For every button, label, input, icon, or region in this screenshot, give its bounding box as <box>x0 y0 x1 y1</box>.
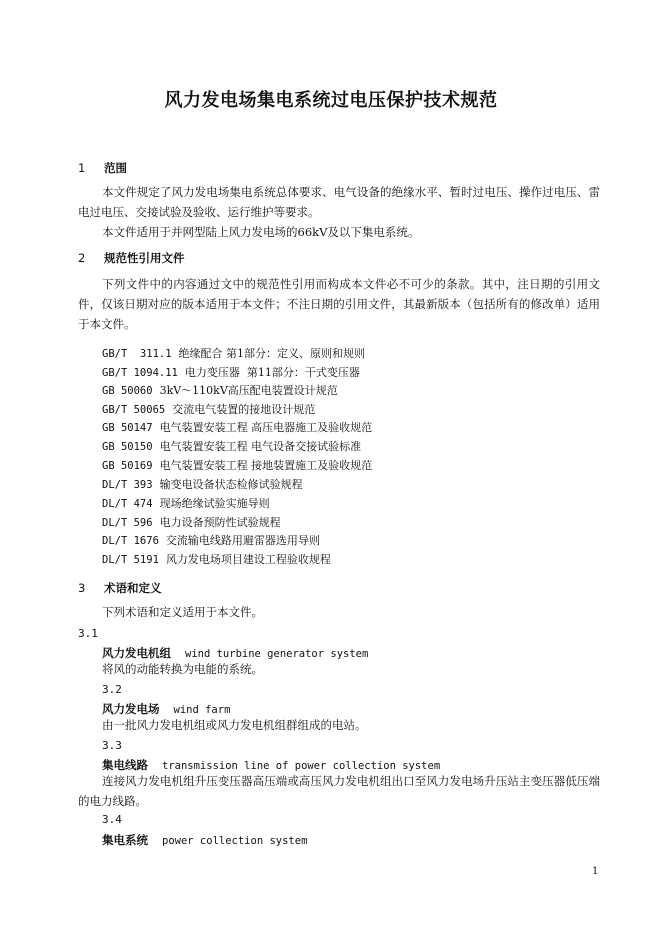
reference-code: GB/T 1094.11 <box>102 367 178 379</box>
reference-title: 现场绝缘试验实施导则 <box>159 497 270 510</box>
reference-title: 输变电设备状态检修试验规程 <box>159 478 303 491</box>
term-english: transmission line of power collection system <box>162 760 441 772</box>
term-definition: 由一批风力发电机组或风力发电机组群组成的电站。 <box>102 718 367 732</box>
term-chinese: 集电系统 <box>102 833 148 847</box>
section-heading-normative-references <box>78 250 185 266</box>
reference-item <box>102 438 361 454</box>
section-heading-scope <box>78 160 127 176</box>
section-title: 范围 <box>104 161 127 175</box>
section-number: 1 <box>78 161 86 175</box>
reference-item <box>102 419 372 435</box>
reference-item <box>102 514 281 530</box>
terms-intro-paragraph: 下列术语和定义适用于本文件。 <box>102 605 263 619</box>
term-english: power collection system <box>162 835 308 847</box>
section-number: 3 <box>78 581 86 595</box>
term-definition: 连接风力发电机组升压变压器高压端或高压风力发电机组出口至风力发电场升压站主变压器低压端的电力线路。 <box>78 774 600 808</box>
document-title: 风力发电场集电系统过电压保护技术规范 <box>164 90 498 111</box>
reference-title: 3kV～110kV高压配电装置设计规范 <box>159 384 338 397</box>
reference-title: 电气装置安装工程 电气设备交接试验标准 <box>159 440 362 453</box>
reference-item <box>102 476 303 492</box>
reference-code: DL/T 5191 <box>102 554 159 566</box>
term-chinese: 集电线路 <box>102 758 148 772</box>
reference-title: 电气装置安装工程 接地装置施工及验收规范 <box>159 459 373 472</box>
reference-item <box>102 551 331 567</box>
reference-title: 电力设备预防性试验规程 <box>159 516 281 529</box>
page-number: 1 <box>592 866 599 877</box>
term-number: 3.2 <box>102 683 122 696</box>
section-title: 术语和定义 <box>104 581 162 595</box>
reference-title: 绝缘配合 第1部分：定义、原则和规则 <box>178 347 366 360</box>
reference-code: GB 50169 <box>102 460 153 472</box>
reference-code: DL/T 474 <box>102 498 153 510</box>
reference-code: GB/T 311.1 <box>102 348 172 360</box>
reference-item <box>102 401 315 417</box>
scope-paragraph: 本文件适用于并网型陆上风力发电场的66kV及以下集电系统。 <box>102 225 420 239</box>
reference-item <box>102 457 372 473</box>
term-english: wind turbine generator system <box>185 648 369 660</box>
term-number: 3.1 <box>78 627 98 640</box>
term-english: wind farm <box>173 704 231 716</box>
term-definition: 将风的动能转换为电能的系统。 <box>102 662 263 676</box>
term-number: 3.3 <box>102 739 122 752</box>
term-chinese: 风力发电场 <box>102 702 160 716</box>
normative-intro-paragraph: 下列文件中的内容通过文中的规范性引用而构成本文件必不可少的条款。其中，注日期的引用文件，仅该日期对应的版本适用于本文件；不注日期的引用文件，其最新版本（包括所有的修改单）适用于本文件。 <box>78 277 600 331</box>
reference-title: 电气装置安装工程 高压电器施工及验收规范 <box>159 421 373 434</box>
reference-title: 交流电气装置的接地设计规范 <box>172 403 316 416</box>
reference-item <box>102 495 270 511</box>
scope-paragraph: 本文件规定了风力发电场集电系统总体要求、电气设备的绝缘水平、暂时过电压、操作过电压、雷电过电压、交接试验及验收、运行维护等要求。 <box>78 185 600 219</box>
reference-title: 风力发电场项目建设工程验收规程 <box>165 553 331 566</box>
term-heading <box>102 832 307 848</box>
reference-item <box>102 382 338 398</box>
reference-item <box>102 364 360 380</box>
section-number: 2 <box>78 251 86 265</box>
reference-code: DL/T 596 <box>102 517 153 529</box>
reference-code: GB 50147 <box>102 422 153 434</box>
term-number: 3.4 <box>102 813 122 826</box>
term-chinese: 风力发电机组 <box>102 646 171 660</box>
reference-item <box>102 532 320 548</box>
reference-title: 交流输电线路用避雷器选用导则 <box>165 534 320 547</box>
reference-item <box>102 345 365 361</box>
section-title: 规范性引用文件 <box>104 251 185 265</box>
reference-code: GB 50150 <box>102 441 153 453</box>
reference-code: GB 50060 <box>102 385 153 397</box>
section-heading-terms <box>78 580 162 596</box>
reference-code: DL/T 1676 <box>102 535 159 547</box>
reference-title: 电力变压器 第11部分：干式变压器 <box>184 366 360 379</box>
reference-code: GB/T 50065 <box>102 404 166 416</box>
reference-code: DL/T 393 <box>102 479 153 491</box>
